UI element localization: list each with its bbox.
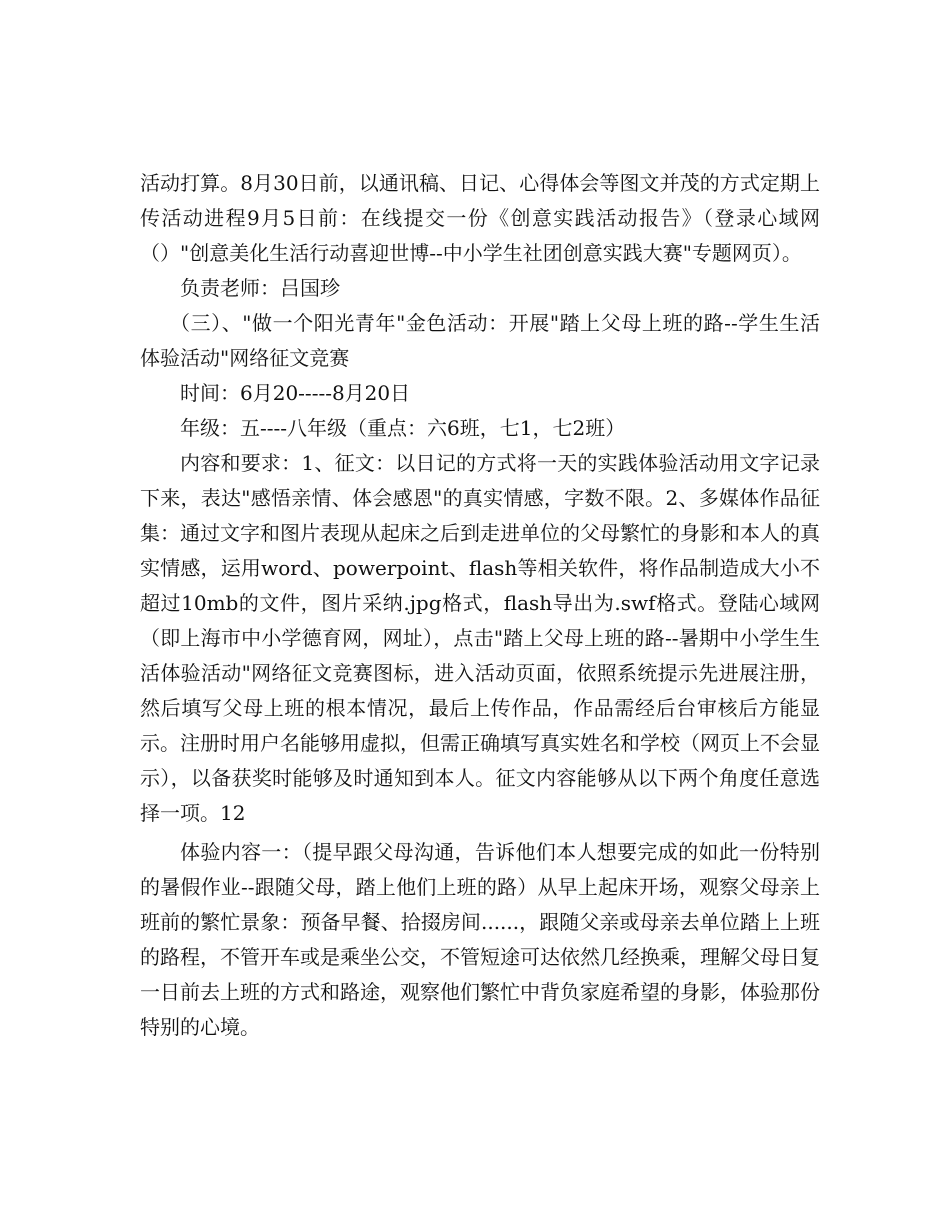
paragraph-time: 时间：6月20-----8月20日 [180,381,411,405]
paragraph-content-requirements: 内容和要求：1、征文：以日记的方式将一天的实践体验活动用文字记录下来，表达"感悟亲情、体会感恩"的真实情感，字数不限。2、多媒体作品征集：通过文字和图片表现从起床之后到走进单位的父母繁忙的身影和本人的真实情感，运用word、powerpoint、flash等相关软件，将作品制造成大小不超过10mb的文件，图片采纳.jpg格式，flash导出为.swf格式。登陆心域网（即上海市中小学德育网，网址），点击"踏上父母上班的路--暑期中小学生生活体验活动"网络征文竞赛图标，进入活动页面，依照系统提示先进展注册，然后填写父母上班的根本情况，最后上传作品，作品需经后台审核后方能显示。注册时用户名能够用虚拟，但需正确填写真实姓名和学校（网页上不会显示），以备获奖时能够及时通知到本人。征文内容能够从以下两个角度任意选择一项。12 [140,451,820,825]
paragraph-grade: 年级：五----八年级（重点：六6班，七1，七2班） [180,416,626,440]
paragraph-section-three-heading: （三）、"做一个阳光青年"金色活动：开展"踏上父母上班的路--学生生活体验活动"网络征文竞赛 [140,311,820,370]
paragraph-experience-one: 体验内容一：（提早跟父母沟通，告诉他们本人想要完成的如此一份特别的暑假作业--跟随父母，踏上他们上班的路）从早上起床开场，观察父母亲上班前的繁忙景象：预备早餐、拾掇房间......，跟随父亲或母亲去单位踏上上班的路程，不管开车或是乘坐公交，不管短途可达依然几经换乘，理解父母日复一日前去上班的方式和路途，观察他们繁忙中背负家庭希望的身影，体验那份特别的心境。 [140,840,820,1039]
paragraph-activity-plan: 活动打算。8月30日前，以通讯稿、日记、心得体会等图文并茂的方式定期上传活动进程9月5日前：在线提交一份《创意实践活动报告》（登录心域网（）"创意美化生活行动喜迎世博--中小学生社团创意实践大赛"专题网页）。 [140,171,820,265]
paragraph-teacher: 负责老师：吕国珍 [180,276,340,300]
document-page [140,166,820,1045]
